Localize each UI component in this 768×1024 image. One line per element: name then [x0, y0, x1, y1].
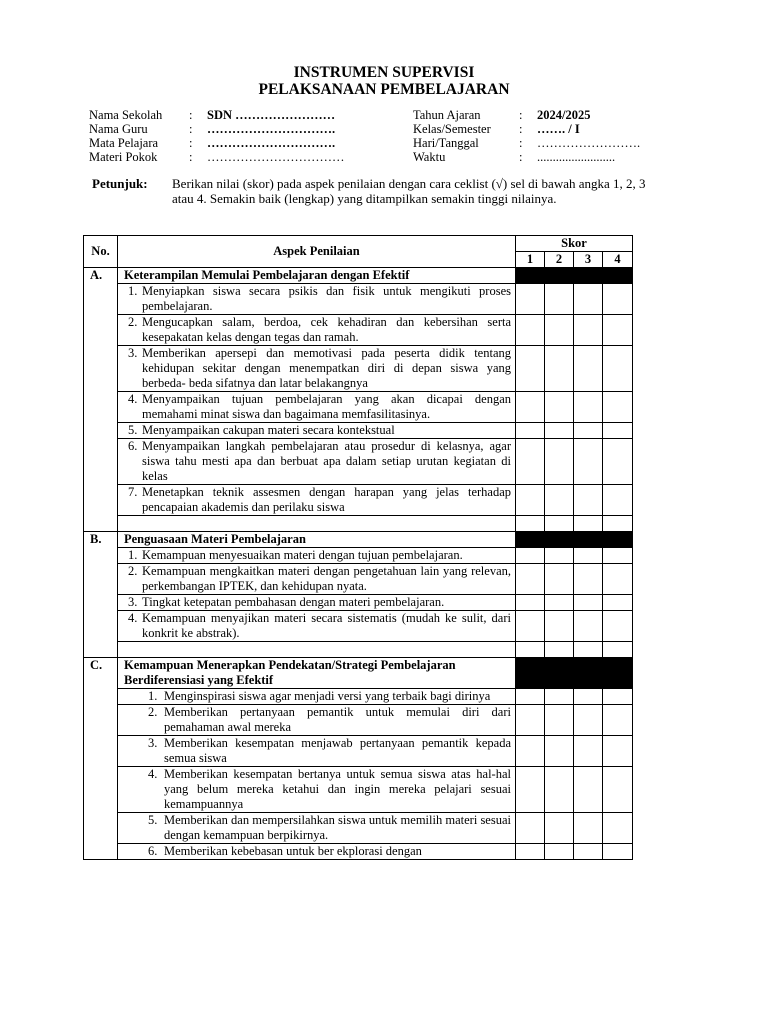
spacer-cell: [118, 516, 516, 532]
score-cell-3[interactable]: [574, 642, 603, 658]
section-title: Kemampuan Menerapkan Pendekatan/Strategi Pembelajaran Berdiferensiasi yang Efektif: [118, 658, 516, 689]
info-value: ……………………………: [207, 150, 345, 164]
header-skor-3: 3: [574, 252, 603, 268]
score-cell-4[interactable]: [603, 485, 633, 516]
assessment-table: [83, 235, 633, 860]
aspect-item-number: 5.: [148, 813, 158, 827]
score-cell-3[interactable]: [574, 439, 603, 485]
spacer-row: [84, 516, 633, 532]
aspect-item: [118, 736, 516, 767]
aspect-item-text: Menetapkan teknik assesmen dengan harapan yang jelas terhadap pencapaian akademis dan perilaku siswa: [142, 485, 511, 514]
aspect-item-number: 2.: [148, 705, 158, 719]
section-score-blackout: [545, 532, 574, 548]
section-letter: A.: [84, 268, 118, 532]
info-value: ………………………….: [207, 136, 336, 150]
info-value: …………………….: [537, 136, 641, 150]
score-cell-4[interactable]: [603, 439, 633, 485]
info-value: SDN ……………………: [207, 108, 336, 122]
info-label: Kelas/Semester: [413, 122, 491, 136]
aspect-item-number: 3.: [128, 346, 138, 360]
score-cell-3[interactable]: [574, 315, 603, 346]
section-score-blackout: [545, 268, 574, 284]
score-cell-2[interactable]: [545, 516, 574, 532]
score-cell-1[interactable]: [516, 346, 545, 392]
info-mata-pelajaran: [89, 136, 389, 150]
aspect-item-text: Memberikan kesempatan menjawab pertanyaan pemantik kepada semua siswa: [164, 736, 511, 765]
aspect-item: [118, 284, 516, 315]
score-cell-4[interactable]: [603, 767, 633, 813]
score-cell-4[interactable]: [603, 548, 633, 564]
aspect-item-text: Memberikan kebebasan untuk ber ekplorasi dengan: [164, 844, 422, 858]
score-cell-2[interactable]: [545, 485, 574, 516]
info-label: Materi Pokok: [89, 150, 158, 164]
score-cell-4[interactable]: [603, 844, 633, 860]
info-colon: :: [189, 136, 193, 150]
score-cell-2[interactable]: [545, 642, 574, 658]
aspect-item: [118, 767, 516, 813]
score-cell-3[interactable]: [574, 767, 603, 813]
section-score-blackout: [574, 532, 603, 548]
aspect-item-number: 5.: [128, 423, 138, 437]
info-label: Nama Sekolah: [89, 108, 163, 122]
score-cell-1[interactable]: [516, 284, 545, 315]
score-cell-1[interactable]: [516, 611, 545, 642]
spacer-row: [84, 642, 633, 658]
info-colon: :: [189, 108, 193, 122]
score-cell-3[interactable]: [574, 844, 603, 860]
score-cell-1[interactable]: [516, 392, 545, 423]
score-cell-3[interactable]: [574, 485, 603, 516]
table-row: [84, 844, 633, 860]
score-cell-4[interactable]: [603, 346, 633, 392]
section-letter: C.: [84, 658, 118, 860]
score-cell-3[interactable]: [574, 611, 603, 642]
aspect-item-number: 1.: [148, 689, 158, 703]
info-colon: :: [189, 122, 193, 136]
score-cell-1[interactable]: [516, 516, 545, 532]
header-skor-1: 1: [516, 252, 545, 268]
info-label: Tahun Ajaran: [413, 108, 481, 122]
table-row: [84, 564, 633, 595]
aspect-item: [118, 844, 516, 860]
table-row: [84, 595, 633, 611]
score-cell-2[interactable]: [545, 315, 574, 346]
aspect-item: [118, 548, 516, 564]
score-cell-2[interactable]: [545, 564, 574, 595]
info-label: Mata Pelajara: [89, 136, 159, 150]
section-score-blackout: [603, 658, 633, 689]
score-cell-3[interactable]: [574, 284, 603, 315]
section-letter: B.: [84, 532, 118, 658]
score-cell-2[interactable]: [545, 423, 574, 439]
score-cell-1[interactable]: [516, 485, 545, 516]
aspect-item-number: 1.: [128, 548, 138, 562]
score-cell-1[interactable]: [516, 689, 545, 705]
aspect-item-text: Menyampaikan langkah pembelajaran atau prosedur di kelasnya, agar siswa tahu mesti apa dan berbuat apa dalam setiap urutan kegiatan di kelas: [142, 439, 511, 483]
info-value: .........................: [537, 150, 616, 164]
aspect-item: [118, 439, 516, 485]
info-tahun-ajaran: [413, 108, 713, 122]
table-row: [84, 485, 633, 516]
school-info-right: [413, 108, 713, 164]
score-cell-4[interactable]: [603, 423, 633, 439]
score-cell-3[interactable]: [574, 392, 603, 423]
info-hari-tanggal: [413, 136, 713, 150]
aspect-item-number: 1.: [128, 284, 138, 298]
aspect-item: [118, 423, 516, 439]
header-no: No.: [84, 236, 118, 268]
score-cell-1[interactable]: [516, 813, 545, 844]
score-cell-4[interactable]: [603, 736, 633, 767]
aspect-item: [118, 346, 516, 392]
info-value: ………………………….: [207, 122, 336, 136]
score-cell-1[interactable]: [516, 548, 545, 564]
score-cell-1[interactable]: [516, 736, 545, 767]
score-cell-3[interactable]: [574, 813, 603, 844]
aspect-item: [118, 564, 516, 595]
score-cell-1[interactable]: [516, 767, 545, 813]
document-title-line1: INSTRUMEN SUPERVISI: [293, 64, 475, 81]
score-cell-2[interactable]: [545, 767, 574, 813]
aspect-item: [118, 705, 516, 736]
info-nama-guru: [89, 122, 389, 136]
info-value: 2024/2025: [537, 108, 591, 122]
aspect-item-number: 6.: [128, 439, 138, 453]
score-cell-2[interactable]: [545, 439, 574, 485]
score-cell-4[interactable]: [603, 516, 633, 532]
aspect-item-text: Menyampaikan cakupan materi secara kontekstual: [142, 423, 395, 437]
score-cell-2[interactable]: [545, 392, 574, 423]
aspect-item-number: 4.: [128, 611, 138, 625]
score-cell-4[interactable]: [603, 315, 633, 346]
score-cell-2[interactable]: [545, 689, 574, 705]
header-aspek-penilaian: Aspek Penilaian: [118, 236, 516, 268]
info-colon: :: [519, 150, 523, 164]
section-title: Penguasaan Materi Pembelajaran: [118, 532, 516, 548]
score-cell-2[interactable]: [545, 813, 574, 844]
score-cell-4[interactable]: [603, 564, 633, 595]
section-header-row: [84, 532, 633, 548]
school-info-left: [89, 108, 389, 164]
section-score-blackout: [574, 658, 603, 689]
aspect-item: [118, 595, 516, 611]
aspect-item: [118, 813, 516, 844]
section-title: Keterampilan Memulai Pembelajaran dengan Efektif: [118, 268, 516, 284]
aspect-item-number: 4.: [128, 392, 138, 406]
table-row: [84, 813, 633, 844]
score-cell-1[interactable]: [516, 423, 545, 439]
table-row: [84, 689, 633, 705]
aspect-item-text: Memberikan apersepi dan memotivasi pada peserta didik tentang kehidupan sekitar dengan menempatkan diri di depan siswa yang berbeda- beda sifatnya dan latar belakangnya: [142, 346, 511, 390]
score-cell-2[interactable]: [545, 844, 574, 860]
score-cell-3[interactable]: [574, 564, 603, 595]
section-header-row: [84, 658, 633, 689]
instructions-label: Petunjuk:: [92, 176, 148, 191]
table-row: [84, 346, 633, 392]
score-cell-1[interactable]: [516, 705, 545, 736]
score-cell-3[interactable]: [574, 689, 603, 705]
aspect-item-text: Memberikan pertanyaan pemantik untuk memulai diri dari pemahaman awal mereka: [164, 705, 511, 734]
section-score-blackout: [516, 532, 545, 548]
aspect-item-text: Kemampuan mengkaitkan materi dengan pengetahuan lain yang relevan, perkembangan IPTEK, dan kehidupan nyata.: [142, 564, 511, 593]
header-skor-2: 2: [545, 252, 574, 268]
aspect-item-text: Menyiapkan siswa secara psikis dan fisik untuk mengikuti proses pembelajaran.: [142, 284, 511, 313]
info-colon: :: [519, 122, 523, 136]
score-cell-2[interactable]: [545, 705, 574, 736]
table-row: [84, 284, 633, 315]
aspect-item-number: 2.: [128, 564, 138, 578]
table-row: [84, 392, 633, 423]
aspect-item: [118, 392, 516, 423]
table-row: [84, 423, 633, 439]
table-row: [84, 315, 633, 346]
aspect-item: [118, 611, 516, 642]
section-score-blackout: [603, 268, 633, 284]
aspect-item-text: Kemampuan menyesuaikan materi dengan tujuan pembelajaran.: [142, 548, 463, 562]
section-header-row: [84, 268, 633, 284]
table-row: [84, 611, 633, 642]
score-cell-2[interactable]: [545, 611, 574, 642]
aspect-item-number: 6.: [148, 844, 158, 858]
score-cell-4[interactable]: [603, 642, 633, 658]
score-cell-4[interactable]: [603, 595, 633, 611]
table-row: [84, 705, 633, 736]
info-waktu: [413, 150, 713, 164]
assessment-table-body: [84, 268, 633, 860]
score-cell-3[interactable]: [574, 346, 603, 392]
score-cell-4[interactable]: [603, 284, 633, 315]
aspect-item-number: 4.: [148, 767, 158, 781]
score-cell-3[interactable]: [574, 736, 603, 767]
aspect-item: [118, 315, 516, 346]
section-score-blackout: [516, 658, 545, 689]
aspect-item-text: Memberikan kesempatan bertanya untuk semua siswa atas hal-hal yang belum mereka ketahui dan ingin mereka pelajari sesuai kemampuannya: [164, 767, 511, 811]
document-title-line2: PELAKSANAAN PEMBELAJARAN: [258, 81, 510, 98]
section-score-blackout: [516, 268, 545, 284]
aspect-item-number: 3.: [128, 595, 138, 609]
aspect-item-number: 3.: [148, 736, 158, 750]
score-cell-1[interactable]: [516, 439, 545, 485]
info-materi-pokok: [89, 150, 389, 164]
score-cell-2[interactable]: [545, 548, 574, 564]
score-cell-1[interactable]: [516, 844, 545, 860]
section-score-blackout: [574, 268, 603, 284]
score-cell-1[interactable]: [516, 595, 545, 611]
score-cell-2[interactable]: [545, 284, 574, 315]
aspect-item-text: Menyampaikan tujuan pembelajaran yang akan dicapai dengan memahami minat siswa dan bagaimana memfasilitasinya.: [142, 392, 511, 421]
score-cell-3[interactable]: [574, 423, 603, 439]
info-label: Waktu: [413, 150, 446, 164]
table-row: [84, 767, 633, 813]
info-value: ……. / I: [537, 122, 580, 136]
table-row: [84, 548, 633, 564]
header-skor: Skor: [516, 236, 633, 252]
header-skor-4: 4: [603, 252, 633, 268]
info-colon: :: [519, 136, 523, 150]
spacer-cell: [118, 642, 516, 658]
info-label: Nama Guru: [89, 122, 148, 136]
score-cell-3[interactable]: [574, 595, 603, 611]
aspect-item-text: Tingkat ketepatan pembahasan dengan materi pembelajaran.: [142, 595, 445, 609]
aspect-item-number: 7.: [128, 485, 138, 499]
aspect-item-text: Memberikan dan mempersilahkan siswa untuk memilih materi sesuai dengan kemampuan berpikirnya.: [164, 813, 511, 842]
aspect-item-text: Mengucapkan salam, berdoa, cek kehadiran dan kebersihan serta kesepakatan kelas dengan tegas dan ramah.: [142, 315, 511, 344]
aspect-item-text: Kemampuan menyajikan materi secara sistematis (mudah ke sulit, dari konkrit ke abstrak).: [142, 611, 511, 640]
section-score-blackout: [603, 532, 633, 548]
info-colon: :: [519, 108, 523, 122]
score-cell-4[interactable]: [603, 813, 633, 844]
aspect-item-number: 2.: [128, 315, 138, 329]
score-cell-4[interactable]: [603, 392, 633, 423]
score-cell-1[interactable]: [516, 642, 545, 658]
score-cell-4[interactable]: [603, 689, 633, 705]
aspect-item: [118, 485, 516, 516]
score-cell-3[interactable]: [574, 548, 603, 564]
score-cell-2[interactable]: [545, 346, 574, 392]
table-row: [84, 439, 633, 485]
info-label: Hari/Tanggal: [413, 136, 479, 150]
score-cell-4[interactable]: [603, 705, 633, 736]
info-kelas-semester: [413, 122, 713, 136]
table-row: [84, 736, 633, 767]
score-cell-1[interactable]: [516, 315, 545, 346]
instructions-text: Berikan nilai (skor) pada aspek penilaian dengan cara ceklist (√) sel di bawah angka 1, 2, 3 atau 4. Semakin baik (lengkap) yang ditampilkan semakin tinggi nilainya.: [172, 176, 646, 206]
info-colon: :: [189, 150, 193, 164]
score-cell-3[interactable]: [574, 516, 603, 532]
score-cell-1[interactable]: [516, 564, 545, 595]
score-cell-3[interactable]: [574, 705, 603, 736]
aspect-item-text: Menginspirasi siswa agar menjadi versi yang terbaik bagi dirinya: [164, 689, 491, 703]
score-cell-4[interactable]: [603, 611, 633, 642]
aspect-item: [118, 689, 516, 705]
score-cell-2[interactable]: [545, 736, 574, 767]
section-score-blackout: [545, 658, 574, 689]
info-nama-sekolah: [89, 108, 389, 122]
score-cell-2[interactable]: [545, 595, 574, 611]
